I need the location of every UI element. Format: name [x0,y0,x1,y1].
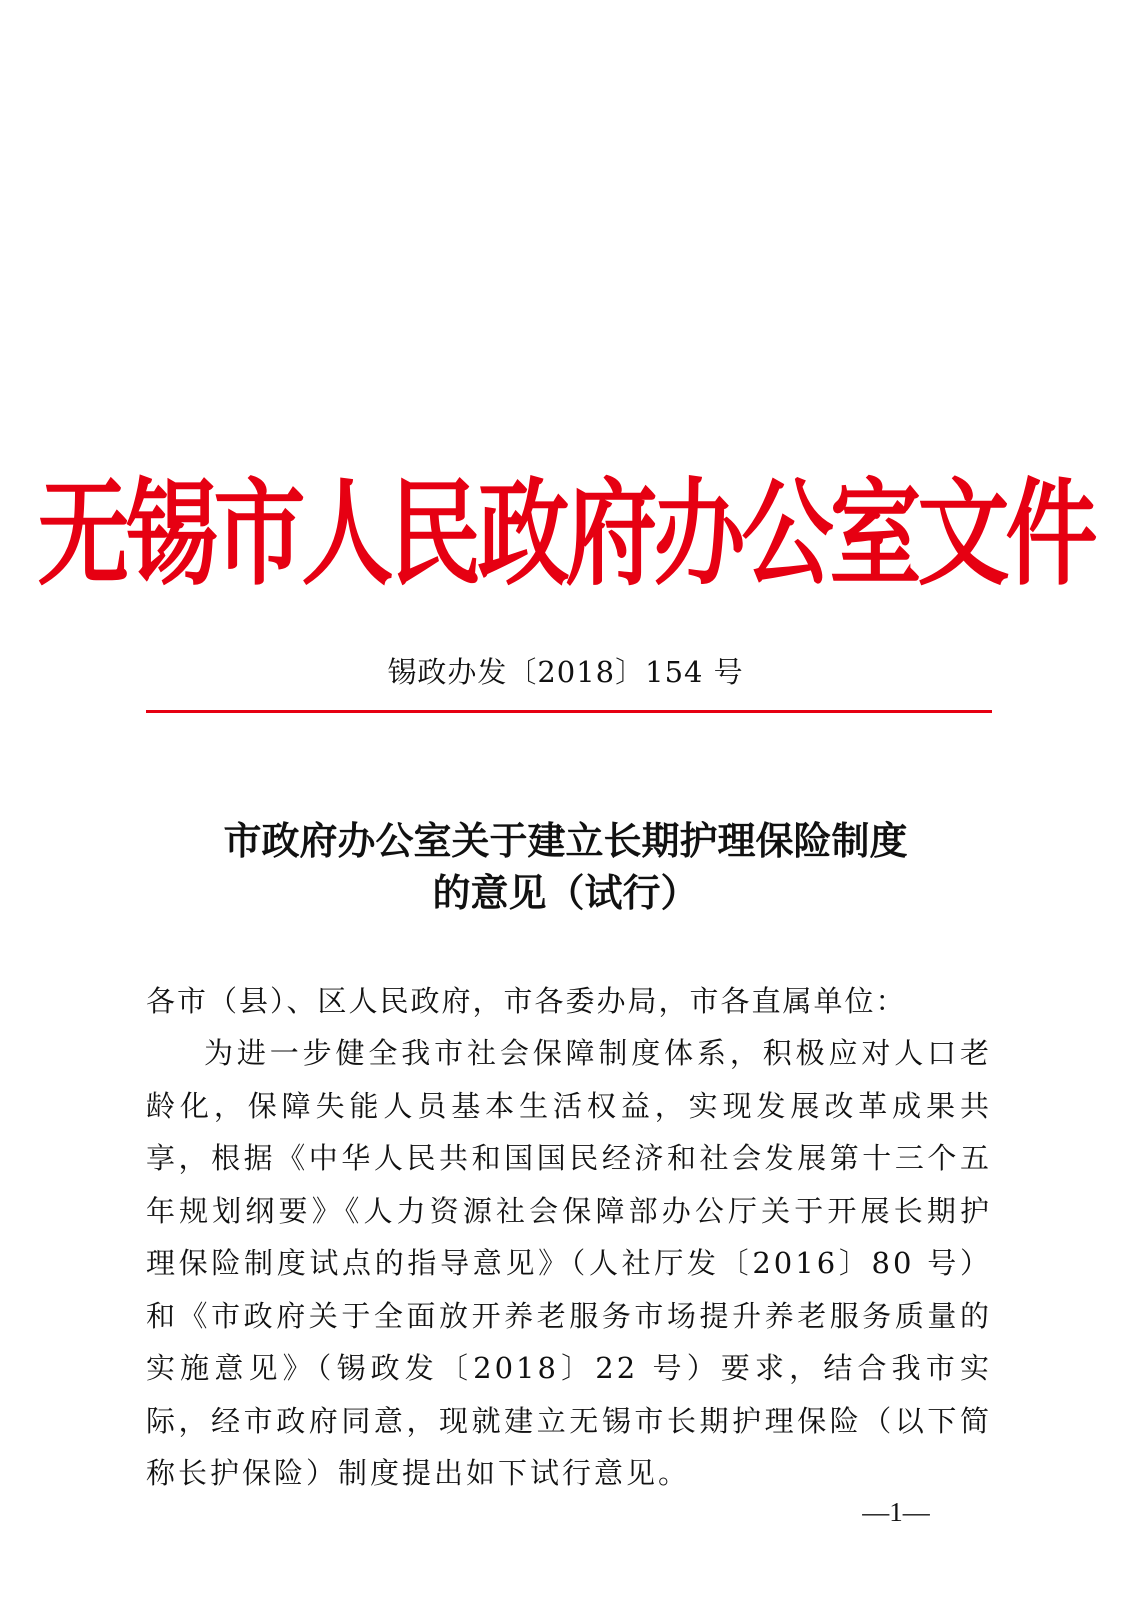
red-separator-line [146,710,992,713]
document-number: 锡政办发〔2018〕154 号 [387,655,744,689]
masthead-title: 无锡市人民政府办公室文件 [37,465,1094,601]
document-title-line-2: 的意见（试行） [432,870,699,915]
body-paragraph: 为进一步健全我市社会保障制度体系，积极应对人口老龄化，保障失能人员基本生活权益，实现发展改革成果共享，根据《中华人民共和国国民经济和社会发展第十三个五年规划纲要》《人力资源社会保障部办公厅关于开展长期护理保险制度试点的指导意见》（人社厅发〔2016〕80 号）和《市政府关于全面放开养老服务市场提升养老服务质量的实施意见》（锡政发〔2018〕22 号）要求，结合我市实际，经市政府同意，现就建立无锡市长期护理保险（以下简称长护保险）制度提出如下试行意见。 [146,1036,992,1490]
page-number: —1— [862,1497,930,1527]
document-title-line-1: 市政府办公室关于建立长期护理保险制度 [223,818,908,863]
salutation: 各市（县）、区人民政府，市各委办局，市各直属单位： [146,984,907,1018]
document-title [0,815,1131,919]
